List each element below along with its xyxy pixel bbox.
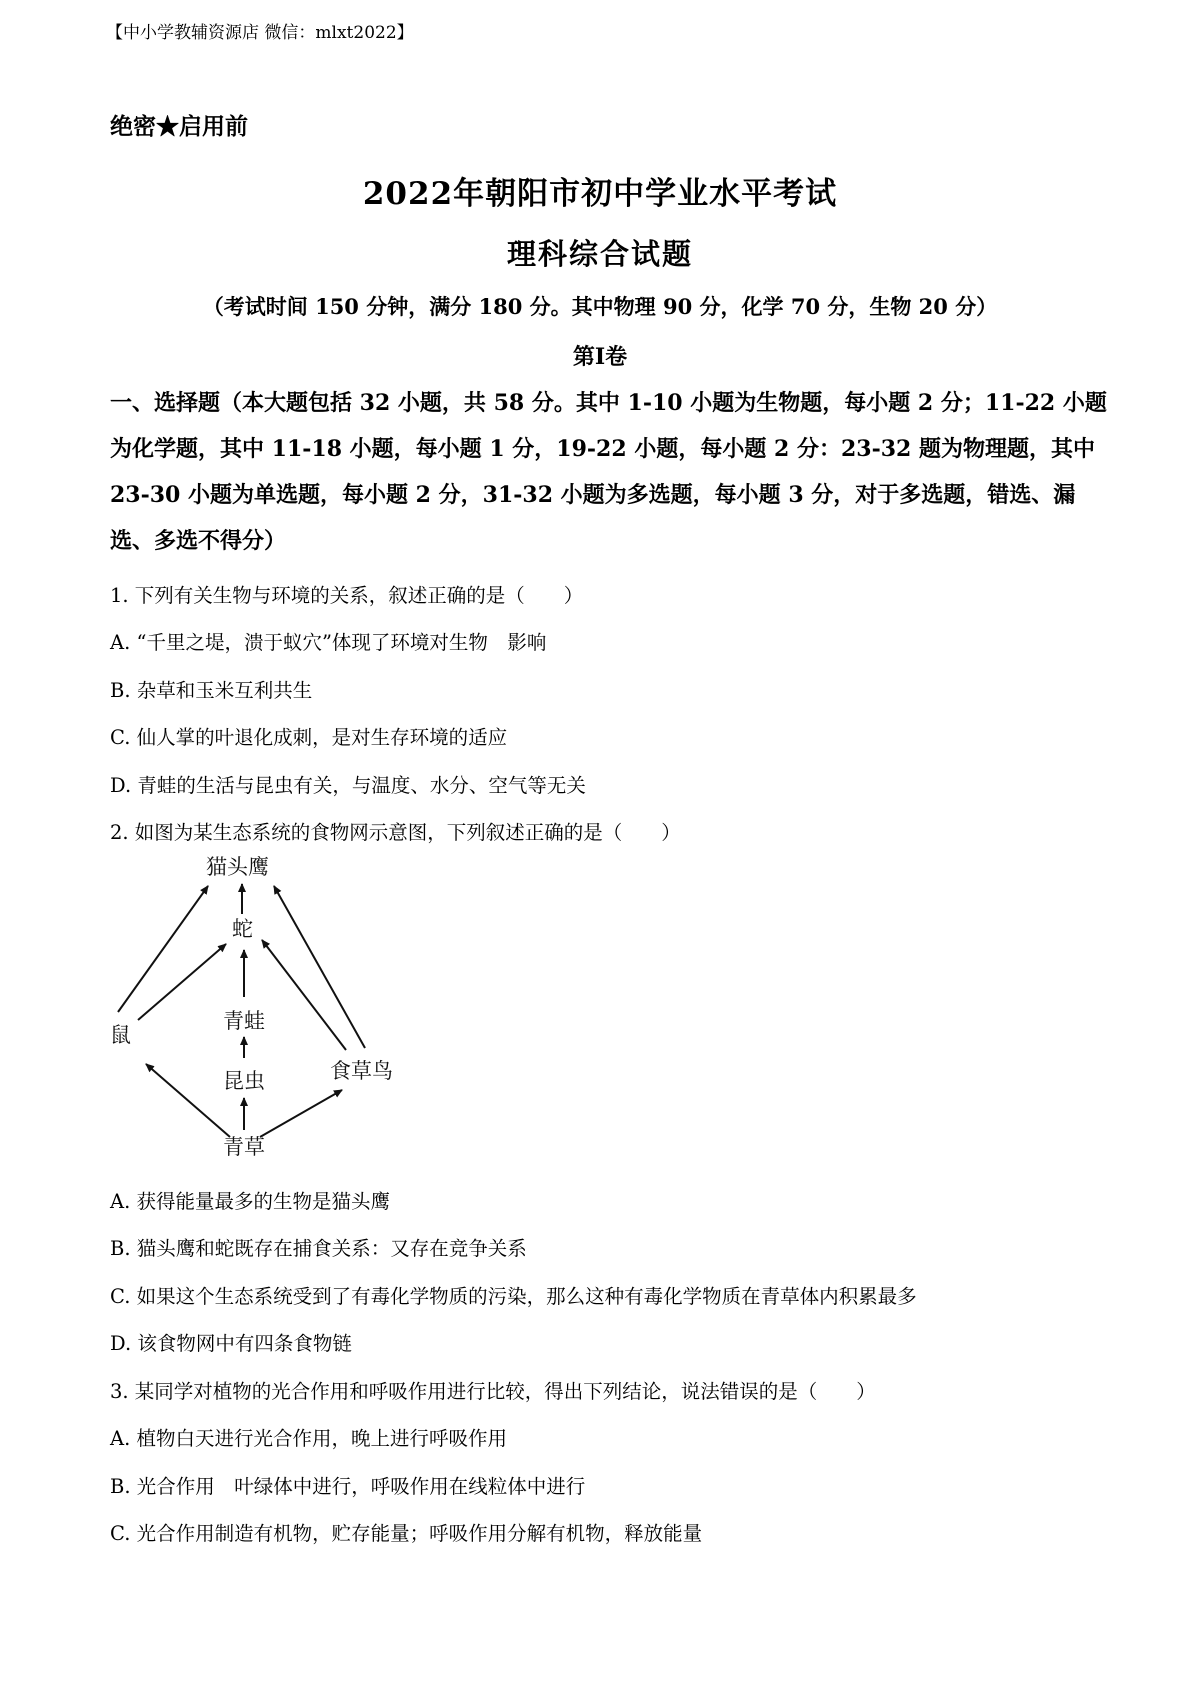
question-2-option-b: B. 猫头鹰和蛇既存在捕食关系：又存在竞争关系 [110, 1237, 527, 1260]
question-2-option-c: C. 如果这个生态系统受到了有毒化学物质的污染，那么这种有毒化学物质在青草体内积累最多 [110, 1285, 917, 1308]
question-3-option-c: C. 光合作用制造有机物，贮存能量；呼吸作用分解有机物，释放能量 [110, 1522, 703, 1545]
arrow-bird-to-snake [262, 940, 346, 1050]
question-3-stem: 3. 某同学对植物的光合作用和呼吸作用进行比较，得出下列结论，说法错误的是（ ） [110, 1380, 876, 1403]
section-instruction: 一、选择题（本大题包括 32 小题，共 58 分。其中 1-10 小题为生物题，每小题 2 分；11-22 小题为化学题，其中 11-18 小题，每小题 1 分，19-22 小题，每小题 2 分：23-32 题为物理题，其中 23-30 小题为单选题，每小题 2 分，31-32 小题为多选题，每小题 3 分，对于多选题，错选、漏选、多选不得分） [110, 390, 1107, 554]
food-web-snake: 蛇 [232, 917, 253, 941]
arrow-bird-to-owl [274, 886, 365, 1048]
food-web-insect: 昆虫 [223, 1069, 265, 1093]
arrow-mouse-to-owl [118, 886, 208, 1012]
confidential-label: 绝密★启用前 [110, 113, 248, 140]
question-1-option-b: B. 杂草和玉米互利共生 [110, 679, 313, 702]
question-2-option-a: A. 获得能量最多的生物是猫头鹰 [110, 1190, 390, 1213]
food-web-diagram [110, 852, 420, 1170]
question-3-option-b: B. 光合作用 叶绿体中进行，呼吸作用在线粒体中进行 [110, 1475, 586, 1498]
exam-title: 2022年朝阳市初中学业水平考试 [362, 176, 838, 212]
arrow-grass-to-bird [260, 1090, 342, 1137]
question-1-option-c: C. 仙人掌的叶退化成刺，是对生存环境的适应 [110, 726, 508, 749]
question-2-stem: 2. 如图为某生态系统的食物网示意图，下列叙述正确的是（ ） [110, 821, 681, 844]
exam-subtitle: 理科综合试题 [506, 237, 693, 271]
arrow-grass-to-mouse [146, 1064, 230, 1137]
food-web-owl: 猫头鹰 [206, 855, 269, 879]
question-3-option-a: A. 植物白天进行光合作用，晚上进行呼吸作用 [110, 1427, 507, 1450]
question-1-stem: 1. 下列有关生物与环境的关系，叙述正确的是（ ） [110, 584, 584, 607]
watermark-header: 【中小学教辅资源店 微信：mlxt2022】 [106, 23, 414, 43]
arrow-mouse-to-snake [138, 944, 226, 1020]
exam-note: （考试时间 150 分钟，满分 180 分。其中物理 90 分，化学 70 分，生物 20 分） [202, 294, 998, 319]
food-web-bird: 食草鸟 [330, 1059, 393, 1083]
question-1-option-a: A. “千里之堤，溃于蚁穴”体现了环境对生物 影响 [110, 631, 547, 654]
volume-label: 第Ⅰ卷 [572, 344, 628, 370]
food-web-mouse: 鼠 [110, 1023, 131, 1047]
food-web-grass: 青草 [223, 1135, 265, 1159]
question-1-option-d: D. 青蛙的生活与昆虫有关，与温度、水分、空气等无关 [110, 774, 586, 797]
question-2-option-d: D. 该食物网中有四条食物链 [110, 1332, 352, 1355]
food-web-frog: 青蛙 [223, 1009, 265, 1033]
